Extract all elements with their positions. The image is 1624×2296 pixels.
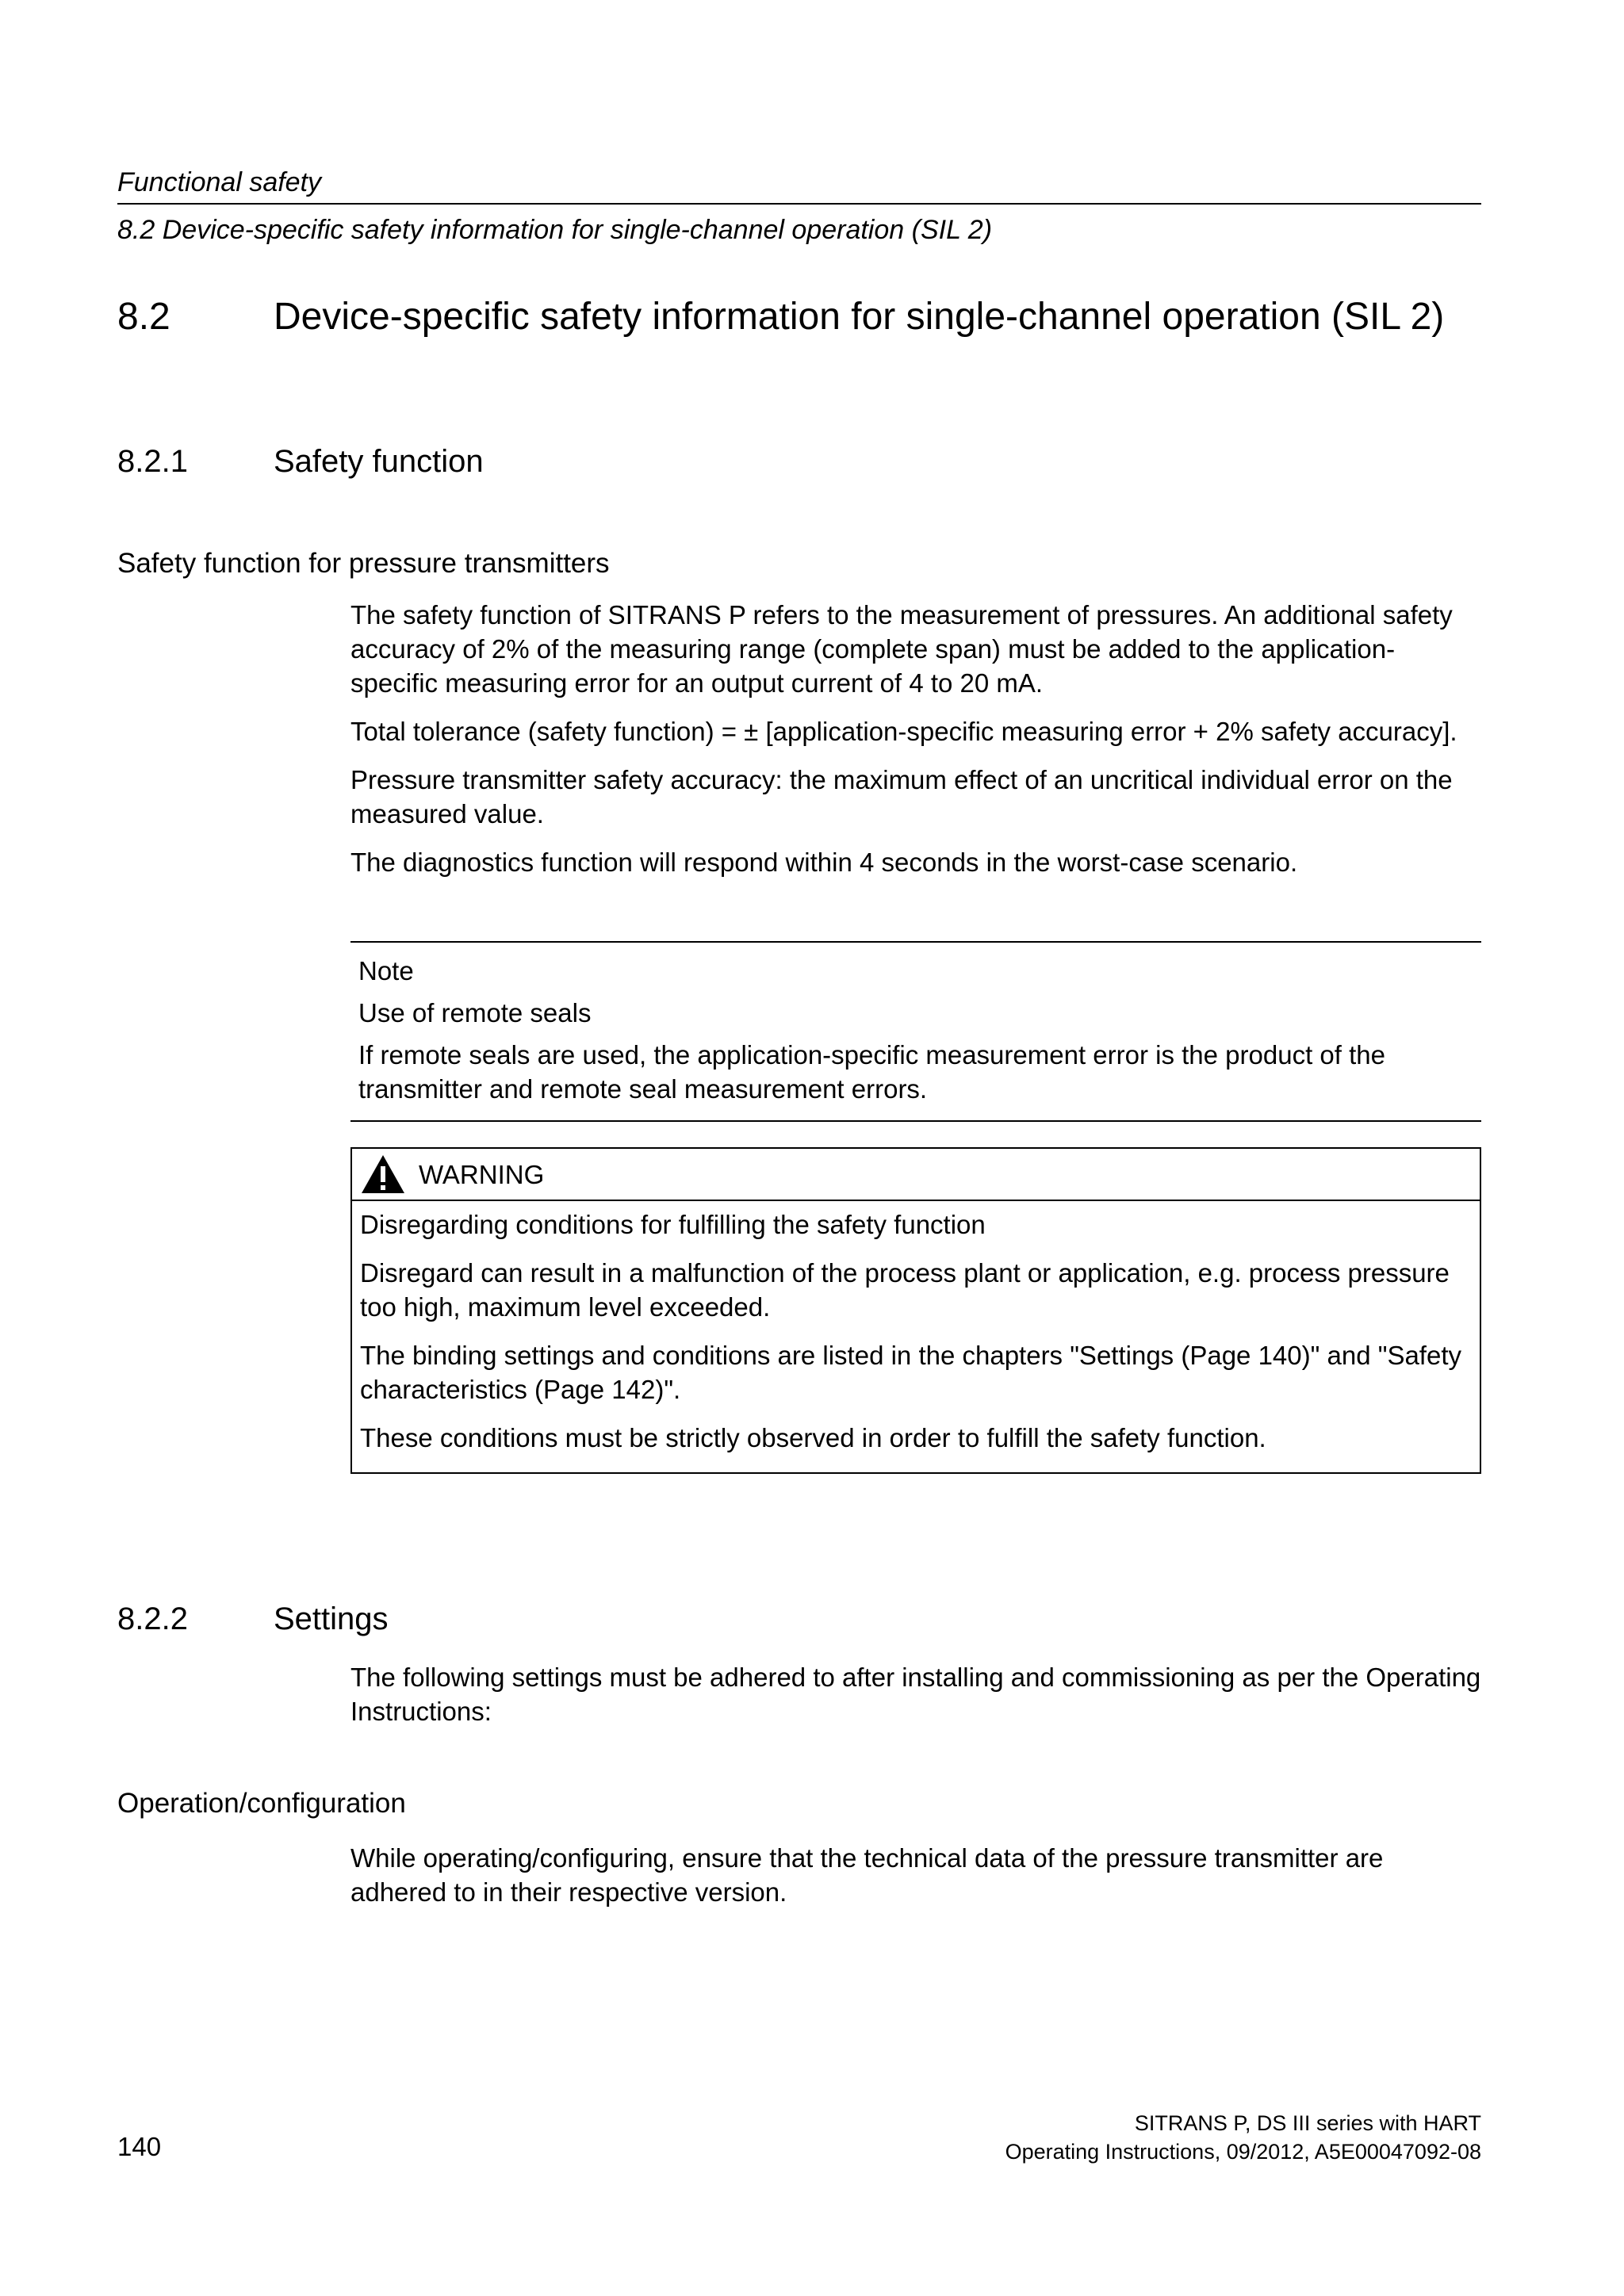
warning-paragraph: These conditions must be strictly observed in order to fulfill the safety function. [360,1423,1266,1452]
warning-title: Disregarding conditions for fulfilling the safety function [360,1210,986,1239]
warning-header [352,1149,1480,1201]
warning-body [352,1201,1480,1472]
section-heading-8-2-2 [117,1598,389,1640]
paragraph: The diagnostics function will respond within 4 seconds in the worst-case scenario. [350,848,1298,877]
note-title: Use of remote seals [358,998,592,1027]
heading-safety-function-pressure: Safety function for pressure transmitters [117,548,610,579]
subsection-title: Settings [274,1601,389,1636]
warning-box [350,1147,1481,1474]
heading-operation-configuration: Operation/configuration [117,1788,406,1819]
subsection-number: 8.2.1 [117,444,188,479]
paragraph: While operating/configuring, ensure that the technical data of the pressure transmitter are adhered to in their respective version. [350,1843,1384,1907]
paragraph: The safety function of SITRANS P refers to the measurement of pressures. An additional safety accuracy of 2% of the measuring range (complete span) must be added to the application-specific measuring error for an output current of 4 to 20 mA. [350,600,1453,698]
paragraph: Total tolerance (safety function) = ± [application-specific measuring error + 2% safety accuracy]. [350,717,1457,746]
paragraph: Pressure transmitter safety accuracy: the maximum effect of an uncritical individual error on the measured value. [350,765,1453,828]
note-text: If remote seals are used, the application-specific measurement error is the product of the transmitter and remote seal measurement errors. [358,1040,1385,1104]
note-box [350,941,1481,1122]
footer-product: SITRANS P, DS III series with HART [1134,2111,1481,2135]
note-label: Note [358,956,414,985]
subsection-number: 8.2.2 [117,1601,188,1636]
footer-document-info [1005,2109,1481,2166]
section-number: 8.2 [117,296,170,338]
header-chapter-title: Functional safety [117,165,1481,205]
page-number: 140 [117,2132,162,2161]
warning-triangle-icon [360,1154,406,1195]
warning-paragraph: The binding settings and conditions are listed in the chapters "Settings (Page 140)" and "Safety characteristics (Page 142)". [360,1341,1461,1404]
footer-document: Operating Instructions, 09/2012, A5E00047092-08 [1005,2140,1481,2164]
settings-intro [350,1660,1481,1743]
subsection-title: Safety function [274,444,484,479]
section-title: Device-specific safety information for single-channel operation (SIL 2) [274,296,1445,338]
warning-paragraph: Disregard can result in a malfunction of the process plant or application, e.g. process pressure too high, maximum level exceeded. [360,1258,1450,1322]
warning-label: WARNING [419,1159,545,1189]
header-section-title: 8.2 Device-specific safety information for single-channel operation (SIL 2) [117,215,993,245]
section-heading-8-2 [117,293,1513,341]
paragraph: The following settings must be adhered to after installing and commissioning as per the Operating Instructions: [350,1663,1481,1726]
running-header [117,165,1481,247]
section-heading-8-2-1 [117,441,484,482]
safety-function-body [350,598,1481,894]
operation-configuration-body [350,1841,1481,1923]
